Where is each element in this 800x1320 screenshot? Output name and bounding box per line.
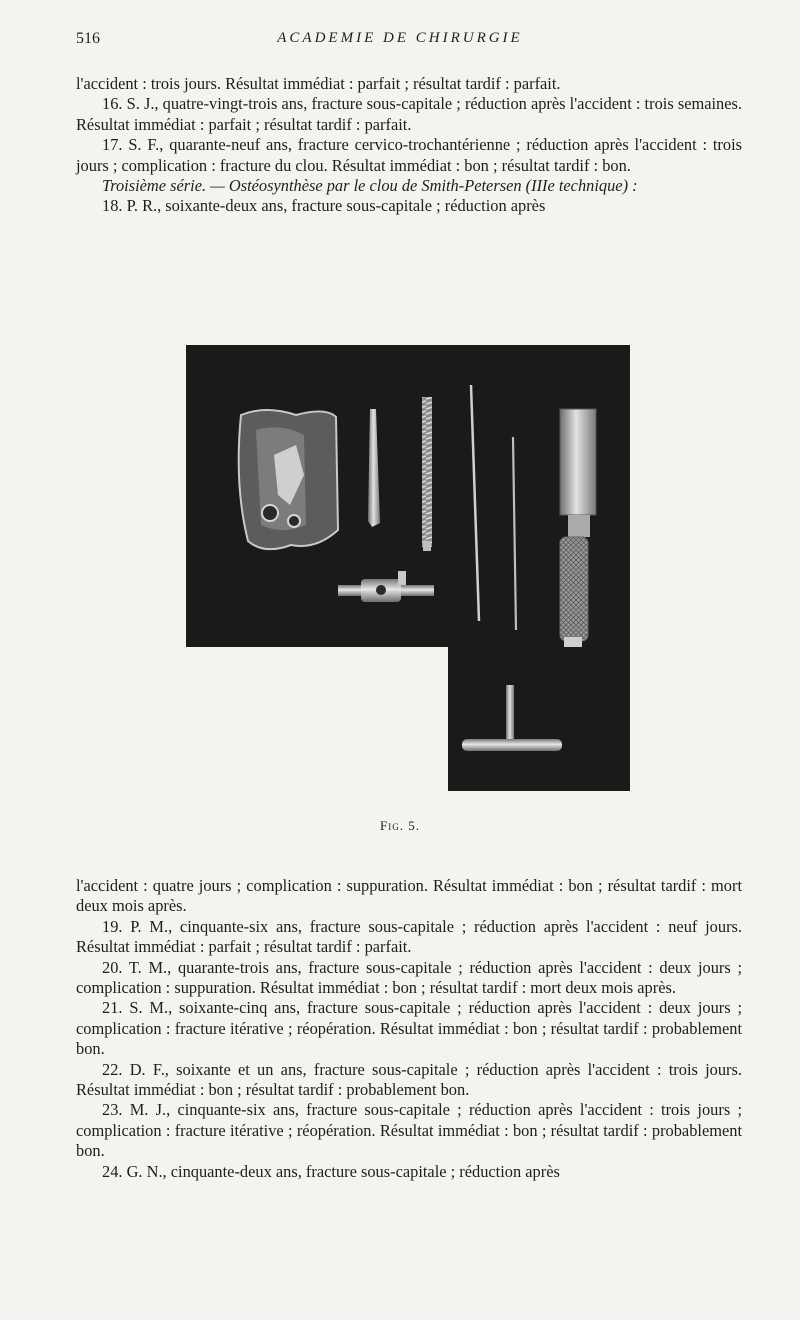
paragraph: l'accident : quatre jours ; complication : suppuration. Résultat immédiat : bon ; résultat tardif : mort deux mois après. [76, 876, 742, 916]
case-entry-24: 24. G. N., cinquante-deux ans, fracture sous-capitale ; réduction après [102, 1161, 560, 1181]
case-entry-18: 18. P. R., soixante-deux ans, fracture sous-capitale ; réduction après [102, 196, 546, 216]
threaded-screw [422, 397, 432, 551]
page-number: 516 [76, 30, 100, 47]
case-entry-23: 23. M. J., cinquante-six ans, fracture sous-capitale ; réduction après l'accident : trois jours ; complication : fracture itérative ; réopération. Résultat immédiat : bon ; résultat tardif : probablement bon. [76, 1100, 742, 1161]
series-heading: Troisième série. — Ostéosynthèse par le clou de Smith-Petersen (IIIe technique) : [102, 176, 638, 196]
case-entry-22: 22. D. F., soixante et un ans, fracture sous-capitale ; réduction après l'accident : trois jours. Résultat immédiat : bon ; résultat tardif : probablement bon. [76, 1059, 742, 1100]
guide-plate [239, 410, 338, 549]
running-title: ACADEMIE DE CHIRURGIE [277, 30, 523, 46]
surgical-instruments-photo [186, 345, 630, 791]
case-entry-17: 17. S. F., quarante-neuf ans, fracture cervico-trochantérienne ; réduction après l'accident : trois jours ; complication : fracture du clou. Résultat immédiat : bon ; résultat tardif : bon. [76, 135, 742, 175]
case-entry-16: 16. S. J., quatre-vingt-trois ans, fracture sous-capitale ; réduction après l'accident : trois semaines. Résultat immédiat : parfait ; résultat tardif : parfait. [76, 94, 742, 134]
case-entry-20: 20. T. M., quarante-trois ans, fracture sous-capitale ; réduction après l'accident : deux jours ; complication : suppuration. Résultat immédiat : bon ; résultat tardif : mort deux mois après. [76, 957, 742, 998]
case-entry-21: 21. S. M., soixante-cinq ans, fracture sous-capitale ; réduction après l'accident : deux jours ; complication : fracture itérative ; réopération. Résultat immédiat : bon ; résultat tardif : probablement bon. [76, 998, 742, 1059]
paragraph: l'accident : trois jours. Résultat immédiat : parfait ; résultat tardif : parfait. [76, 74, 561, 93]
text-block-top [76, 74, 742, 217]
photo-notch [186, 647, 448, 791]
case-entry-19: 19. P. M., cinquante-six ans, fracture sous-capitale ; réduction après l'accident : neuf jours. Résultat immédiat : parfait ; résultat tardif : parfait. [76, 916, 742, 957]
figure-caption: Fig. 5. [380, 818, 420, 833]
figure-photo [186, 345, 630, 791]
text-block-bottom [76, 876, 742, 1182]
